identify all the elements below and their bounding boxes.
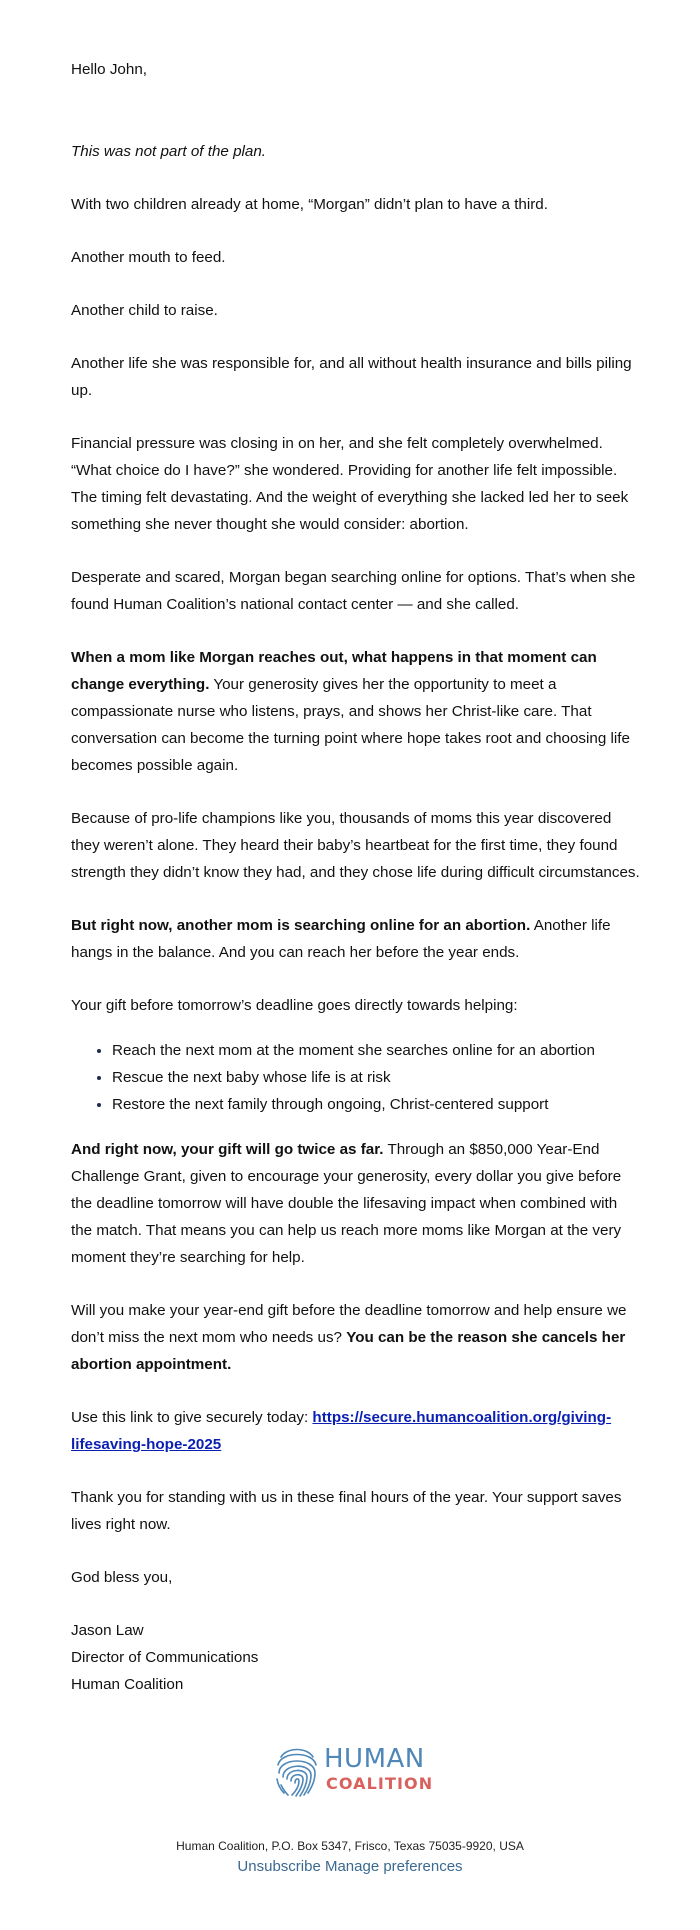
paragraph: With two children already at home, “Morgan” didn’t plan to have a third. bbox=[71, 196, 548, 213]
paragraph: Desperate and scared, Morgan began searching online for options. That’s when she found Human Coalition’s national contact center — and she called. bbox=[71, 569, 636, 613]
fingerprint-icon bbox=[275, 1743, 319, 1799]
paragraph: Another child to raise. bbox=[71, 302, 218, 319]
paragraph bbox=[71, 1297, 641, 1378]
emphasis-text: You can be the reason she cancels her abortion appointment. bbox=[71, 1329, 626, 1373]
list-item: • Reach the next mom at the moment she searches online for an abortion bbox=[112, 1037, 641, 1064]
signature-name: Jason Law bbox=[71, 1622, 144, 1639]
letter-content bbox=[71, 56, 641, 1698]
list-item: • Restore the next family through ongoing, Christ-centered support bbox=[112, 1091, 641, 1118]
body-text: Use this link to give securely today: bbox=[71, 1409, 313, 1426]
paragraph: Because of pro-life champions like you, thousands of moms this year discovered they weren’t alone. They heard their baby’s heartbeat for the first time, they found strength they didn’t know they had, and they chose life during difficult circumstances. bbox=[71, 810, 640, 881]
paragraph: Financial pressure was closing in on her, and she felt completely overwhelmed. “What choice do I have?” she wondered. Providing for another life felt impossible. The timing felt devastating. And the weight of everything she lacked led her to seek something she never thought she would consider: abortion. bbox=[71, 435, 629, 533]
paragraph bbox=[71, 912, 641, 966]
emphasis-text: And right now, your gift will go twice as far. bbox=[71, 1141, 384, 1158]
paragraph: Your gift before tomorrow’s deadline goes directly towards helping: bbox=[71, 997, 518, 1014]
paragraph bbox=[71, 1136, 641, 1271]
logo-text-coalition: COALITION bbox=[326, 1774, 434, 1793]
body-text: Through an $850,000 Year-End Challenge Grant, given to encourage your generosity, every dollar you give before the deadline tomorrow will have double the lifesaving impact when combined with the match. That means you can help us reach more moms like Morgan at the very moment they’re searching for help. bbox=[71, 1141, 622, 1266]
body-text: Another life hangs in the balance. And you can reach her before the year ends. bbox=[71, 917, 611, 961]
greeting: Hello John, bbox=[71, 61, 147, 78]
intro-line: This was not part of the plan. bbox=[71, 143, 267, 160]
paragraph bbox=[71, 1404, 641, 1458]
paragraph bbox=[71, 644, 641, 779]
signature-org: Human Coalition bbox=[71, 1676, 184, 1693]
unsubscribe-link[interactable]: Unsubscribe bbox=[237, 1858, 321, 1875]
paragraph: Another mouth to feed. bbox=[71, 249, 226, 266]
paragraph: Another life she was responsible for, and all without health insurance and bills piling up. bbox=[71, 355, 632, 399]
manage-preferences-link[interactable]: Manage preferences bbox=[324, 1858, 463, 1875]
logo-text-human: HUMAN bbox=[324, 1744, 425, 1774]
emphasis-text: But right now, another mom is searching online for an abortion. bbox=[71, 917, 531, 934]
body-text: Will you make your year-end gift before the deadline tomorrow and help ensure we don’t miss the next mom who needs us? bbox=[71, 1302, 627, 1346]
help-list bbox=[71, 1037, 641, 1118]
footer-address: Human Coalition, P.O. Box 5347, Frisco, Texas 75035-9920, USA bbox=[176, 1839, 524, 1853]
signature-title: Director of Communications bbox=[71, 1649, 259, 1666]
signature bbox=[71, 1617, 641, 1698]
body-text: Your generosity gives her the opportunity to meet a compassionate nurse who listens, prays, and shows her Christ-like care. That conversation can become the turning point where hope takes root and choosing life becomes possible again. bbox=[71, 676, 630, 774]
human-coalition-logo[interactable] bbox=[270, 1743, 440, 1803]
give-link[interactable]: https://secure.humancoalition.org/giving-lifesaving-hope-2025 bbox=[71, 1409, 612, 1453]
closing: God bless you, bbox=[71, 1569, 173, 1586]
list-item: • Rescue the next baby whose life is at risk bbox=[112, 1064, 641, 1091]
emphasis-text: When a mom like Morgan reaches out, what happens in that moment can change everything. bbox=[71, 649, 597, 693]
footer bbox=[0, 1836, 700, 1878]
paragraph: Thank you for standing with us in these final hours of the year. Your support saves lives right now. bbox=[71, 1489, 622, 1533]
footer-links bbox=[0, 1856, 700, 1878]
